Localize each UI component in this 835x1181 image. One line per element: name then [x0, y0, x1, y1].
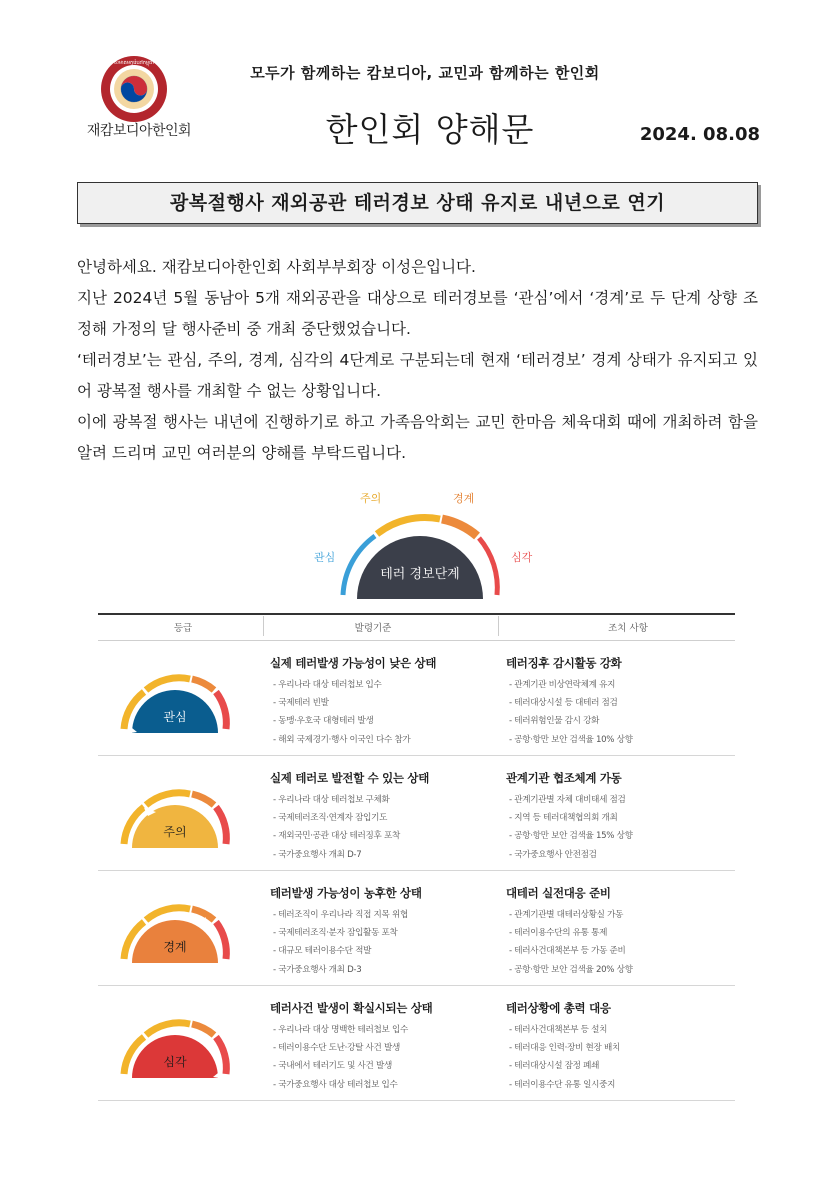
list-item: - 관계기관별 자체 대비태세 점검	[509, 791, 633, 809]
list-item: - 테러사건대책본부 등 설치	[509, 1021, 620, 1039]
alert-level-gauge	[295, 485, 545, 610]
list-item: - 국가중요행사 안전점검	[509, 846, 633, 864]
list-item: - 우리나라 대상 명백한 테러첩보 입수	[273, 1021, 408, 1039]
level-gauge-alert	[110, 887, 240, 969]
criteria-title-serious: 테러사건 발생이 확실시되는 상태	[270, 1001, 433, 1015]
criteria-list-interest	[273, 676, 410, 749]
actions-title-interest: 테러징후 감시활동 강화	[506, 656, 622, 670]
list-item: - 국가중요행사 대상 테러첩보 입수	[273, 1076, 408, 1094]
list-item: - 우리나라 대상 테러첩보 입수	[273, 676, 410, 694]
actions-list-caution	[509, 791, 633, 864]
actions-title-serious: 테러상황에 총력 대응	[506, 1001, 611, 1015]
gauge-arc-caution	[377, 517, 440, 534]
gauge-arc-serious	[479, 538, 497, 595]
list-item: - 국가중요행사 개최 D-7	[273, 846, 400, 864]
list-item: - 테러조직이 우리나라 직접 지목 위협	[273, 906, 408, 924]
gauge-arc-alert	[442, 519, 477, 536]
list-item: - 관계기관별 대테러상황실 가동	[509, 906, 633, 924]
criteria-list-alert	[273, 906, 408, 979]
list-item: - 동맹·우호국 대형테러 발생	[273, 712, 410, 730]
criteria-title-interest: 실제 테러발생 가능성이 낮은 상태	[270, 656, 437, 670]
list-item: - 우리나라 대상 테러첩보 구체화	[273, 791, 400, 809]
list-item: - 관계기관 비상연락체계 유지	[509, 676, 633, 694]
list-item: - 테러대상시설 등 대테러 점검	[509, 694, 633, 712]
gauge-label-serious: 심각	[511, 551, 533, 564]
table-row-serious	[98, 986, 735, 1101]
gauge-center-label: 테러 경보단계	[380, 567, 460, 582]
paragraph-alert-status: ‘테러경보’는 관심, 주의, 경계, 심각의 4단계로 구분되는데 현재 ‘테러경보’ 경계 상태가 유지되고 있어 광복절 행사를 개최할 수 없는 상황입니다.	[77, 351, 758, 400]
document-date: 2024. 08.08	[639, 124, 760, 145]
actions-list-serious	[509, 1021, 620, 1094]
list-item: - 테러이용수단 도난·강탈 사건 발생	[273, 1039, 408, 1057]
list-item: - 테러위험인물 감시 강화	[509, 712, 633, 730]
list-item: - 국가중요행사 개최 D-3	[273, 961, 408, 979]
list-item: - 공항·항만 보안 검색율 20% 상향	[509, 961, 633, 979]
level-gauge-caution	[110, 772, 240, 854]
list-item: - 대규모 테러이용수단 적발	[273, 942, 408, 960]
list-item: - 국제테러 빈발	[273, 694, 410, 712]
page-title: 한인회 양해문	[325, 110, 535, 149]
headline-text: 광복절행사 재외공관 테러경보 상태 유지로 내년으로 연기	[169, 192, 666, 214]
slogan: 모두가 함께하는 캄보디아, 교민과 함께하는 한인회	[250, 64, 600, 82]
gauge-label-caution: 주의	[360, 492, 382, 505]
level-label-interest: 관심	[163, 710, 187, 724]
table-header-level: 등급	[173, 623, 193, 634]
list-item: - 테러이용수단 유통 일시중지	[509, 1076, 620, 1094]
list-item: - 국제테러조직·연계자 잠입기도	[273, 809, 400, 827]
table-header-criteria: 발령기준	[354, 623, 392, 634]
table-row-interest	[98, 641, 735, 756]
actions-title-alert: 대테러 실전대응 준비	[506, 886, 611, 900]
alert-level-table	[98, 613, 735, 1106]
list-item: - 테러대응 인력·장비 현장 배치	[509, 1039, 620, 1057]
list-item: - 해외 국제경기·행사 이국인 다수 참가	[273, 731, 410, 749]
gauge-label-interest: 관심	[314, 551, 336, 564]
organization-logo	[100, 55, 168, 123]
list-item: - 공항·항만 보안 검색율 10% 상향	[509, 731, 633, 749]
criteria-list-serious	[273, 1021, 408, 1094]
list-item: - 국제테러조직·분자 잠입활동 포착	[273, 924, 408, 942]
list-item: - 재외국민·공관 대상 테러징후 포착	[273, 827, 400, 845]
paragraph-history: 지난 2024년 5월 동남아 5개 재외공관을 대상으로 테러경보를 ‘관심’에서 ‘경계’로 두 단계 상향 조정해 가정의 달 행사준비 중 개최 중단했었습니다.	[77, 289, 758, 338]
actions-list-alert	[509, 906, 633, 979]
list-item: - 테러대상시설 잠정 폐쇄	[509, 1057, 620, 1075]
table-row-caution	[98, 756, 735, 871]
notice-body	[77, 252, 758, 469]
list-item: - 테러사건대책본부 등 가동 준비	[509, 942, 633, 960]
table-row-alert	[98, 871, 735, 986]
paragraph-announcement: 이에 광복절 행사는 내년에 진행하기로 하고 가족음악회는 교민 한마음 체육대회 때에 개최하려 함을 알려 드리며 교민 여러분의 양해를 부탁드립니다.	[77, 413, 758, 462]
gauge-label-alert: 경계	[453, 492, 475, 505]
level-gauge-interest	[110, 657, 240, 739]
headline-box	[77, 182, 758, 224]
criteria-title-caution: 실제 테러로 발전할 수 있는 상태	[270, 771, 430, 785]
list-item: - 국내에서 테러기도 및 사건 발생	[273, 1057, 408, 1075]
list-item: - 테러이용수단의 유통 통제	[509, 924, 633, 942]
list-item: - 지역 등 테러대책협의회 개최	[509, 809, 633, 827]
greeting-line: 안녕하세요. 재캄보디아한인회 사회부부회장 이성은입니다.	[77, 258, 476, 276]
organization-name: 재캄보디아한인회	[86, 123, 192, 139]
level-label-serious: 심각	[163, 1055, 187, 1069]
actions-list-interest	[509, 676, 633, 749]
criteria-list-caution	[273, 791, 400, 864]
level-label-caution: 주의	[163, 825, 187, 839]
criteria-title-alert: 테러발생 가능성이 농후한 상태	[270, 886, 422, 900]
level-gauge-serious	[110, 1002, 240, 1084]
actions-title-caution: 관계기관 협조체계 가동	[506, 771, 622, 785]
logo-khmer-text: សមាគមកូរ៉េនៅកម្ពុជា	[114, 60, 154, 66]
level-label-alert: 경계	[163, 940, 187, 954]
list-item: - 공항·항만 보안 검색율 15% 상향	[509, 827, 633, 845]
table-header-actions: 조치 사항	[608, 623, 648, 634]
